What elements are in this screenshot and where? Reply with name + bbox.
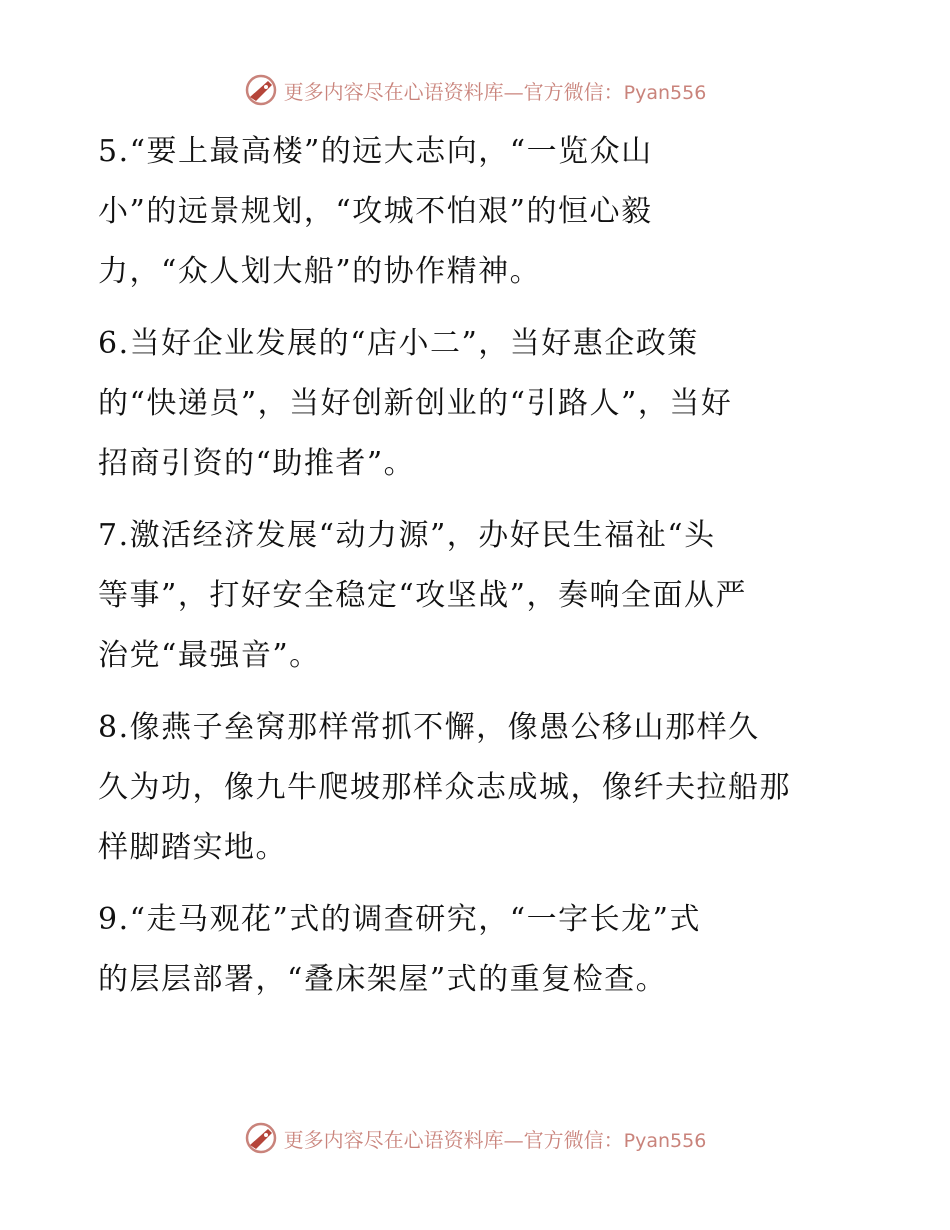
list-item: 9.“走马观花”式的调查研究，“一字长龙”式 的层层部署，“叠床架屋”式的重复检查。 <box>98 902 701 997</box>
list-item: 7.激活经济发展“动力源”，办好民生福祉“头 等事”，打好安全稳定“攻坚战”，奏响全面从严 治党“最强音”。 <box>98 518 748 673</box>
document-body <box>98 122 858 1022</box>
pen-nib-logo-icon <box>244 73 278 107</box>
footer-watermark-banner <box>0 1118 950 1158</box>
watermark-handle: Pyan556 <box>623 1129 707 1152</box>
watermark-handle: Pyan556 <box>623 81 707 104</box>
list-item: 5.“要上最高楼”的远大志向，“一览众山 小”的远景规划，“攻城不怕艰”的恒心毅 力，“众人划大船”的协作精神。 <box>98 134 653 289</box>
pen-nib-logo-icon <box>244 1121 278 1155</box>
watermark-text: 更多内容尽在心语资料库—官方微信：Pyan556 <box>283 79 707 104</box>
list-item: 8.像燕子垒窝那样常抓不懈，像愚公移山那样久 久为功，像九牛爬坡那样众志成城，像纤夫拉船那 样脚踏实地。 <box>98 710 791 865</box>
list-item: 6.当好企业发展的“店小二”，当好惠企政策 的“快递员”，当好创新创业的“引路人”，当好 招商引资的“助推者”。 <box>98 326 733 481</box>
watermark-text: 更多内容尽在心语资料库—官方微信：Pyan556 <box>283 1127 707 1152</box>
header-watermark-banner <box>0 70 950 110</box>
